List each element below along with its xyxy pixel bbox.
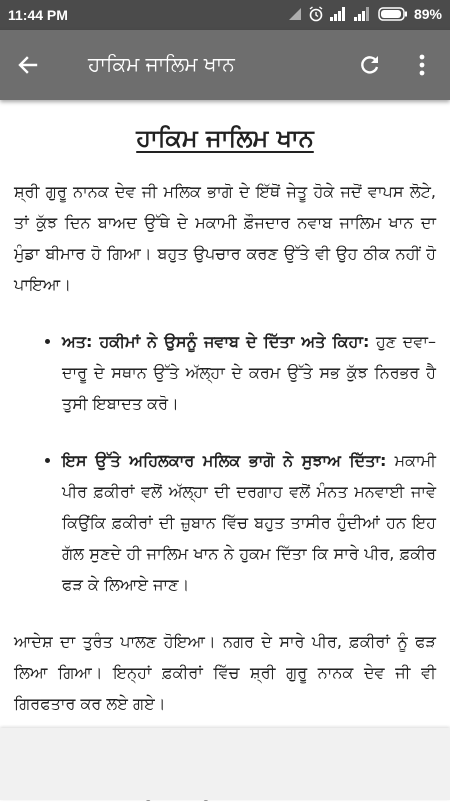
list-item-bold: ਇਸ ਉੱਤੇ ਅਹਿਲਕਾਰ ਮਲਿਕ ਭਾਗੋ ਨੇ ਸੁਝਾਅ ਦਿੱਤਾ:: [62, 451, 387, 470]
article-title: ਹਾਕਿਮ ਜਾਲਿਮ ਖਾਨ: [136, 124, 314, 152]
app-bar: [0, 30, 450, 100]
status-time: 11:44 PM: [8, 7, 68, 23]
list-item: [62, 445, 436, 600]
paragraph-1: ਸ਼੍ਰੀ ਗੁਰੂ ਨਾਨਕ ਦੇਵ ਜੀ ਮਲਿਕ ਭਾਗੋ ਦੇ ਇੱਥੋਂ ਜੇਤੂ ਹੋਕੇ ਜਦੋਂ ਵਾਪਸ ਲੋਟੇ, ਤਾਂ ਕੁੱਝ ਦਿਨ ਬਾਅਦ ਉੱਥੇ ਦੇ ਮਕਾਮੀ ਫ਼ੌਜਦਾਰ ਨਵਾਬ ਜਾਲਿਮ ਖਾਨ ਦਾ ਮੁੰਡਾ ਬੀਮਾਰ ਹੋ ਗਿਆ। ਬਹੁਤ ਉਪਚਾਰ ਕਰਣ ਉੱਤੇ ਵੀ ਉਹ ਠੀਕ ਨਹੀਂ ਹੋ ਪਾਇਆ।: [14, 182, 436, 294]
battery-icon: [378, 7, 408, 21]
battery-percent: 89%: [413, 6, 442, 22]
list-item-bold: ਅਤ: ਹਕੀਮਾਂ ਨੇ ਉਸਨੂੰ ਜਵਾਬ ਦੇ ਦਿੱਤਾ ਅਤੇ ਕਿਹਾ:: [62, 332, 370, 351]
list-item-text: ਹੁਣ ਦਵਾ–ਦਾਰੂ ਦੇ ਸਥਾਨ ਉੱਤੇ ਅੱਲ੍ਹਾ ਦੇ ਕਰਮ ਉੱਤੇ ਸਭ ਕੁੱਝ ਨਿਰਭਰ ਹੈ ਤੁਸੀ ਇਬਾਦਤ ਕਰੋ।: [62, 332, 436, 413]
app-bar-title: ਹਾਕਿਮ ਜਾਲਿਮ ਖਾਨ: [88, 52, 235, 76]
list-item: [62, 326, 436, 419]
list-item-text: ਮਕਾਮੀ ਪੀਰ ਫ਼ਕੀਰਾਂ ਵਲੋਂ ਅੱਲ੍ਹਾ ਦੀ ਦਰਗਾਹ ਵਲੋਂ ਮੰਨਤ ਮਨਵਾਈ ਜਾਵੇ ਕਿਉਂਕਿ ਫ਼ਕੀਰਾਂ ਦੀ ਜ਼ੁਬਾਨ ਵਿੱਚ ਬਹੁਤ ਤਾਸੀਰ ਹੁੰਦੀਆਂ ਹਨ ਇਹ ਗੱਲ ਸੁਣਦੇ ਹੀ ਜਾਲਿਮ ਖਾਨ ਨੇ ਹੁਕਮ ਦਿੱਤਾ ਕਿ ਸਾਰੇ ਪੀਰ, ਫ਼ਕੀਰ ਫੜ ਕੇ ਲਿਆਏ ਜਾਣ।: [62, 451, 436, 594]
more-vert-icon[interactable]: [408, 51, 436, 79]
signal-bars-icon: [330, 7, 348, 21]
status-icons: [288, 6, 442, 22]
bullet-list-1: [0, 326, 450, 600]
back-arrow-icon[interactable]: [14, 51, 42, 79]
alarm-icon: [308, 6, 324, 22]
refresh-icon[interactable]: [356, 51, 384, 79]
signal-icon: [288, 7, 302, 21]
signal-bars-2-icon: [354, 7, 372, 21]
bottom-panel: [0, 728, 450, 800]
paragraph-2: ਆਦੇਸ਼ ਦਾ ਤੁਰੰਤ ਪਾਲਣ ਹੋਇਆ। ਨਗਰ ਦੇ ਸਾਰੇ ਪੀਰ, ਫ਼ਕੀਰਾਂ ਨੂੰ ਫੜ ਲਿਆ ਗਿਆ। ਇਨ੍ਹਾਂ ਫ਼ਕੀਰਾਂ ਵਿੱਚ ਸ਼੍ਰੀ ਗੁਰੂ ਨਾਨਕ ਦੇਵ ਜੀ ਵੀ ਗਿਰਫਤਾਰ ਕਰ ਲਏ ਗਏ।: [14, 632, 436, 713]
article-content[interactable]: [0, 100, 450, 728]
status-bar: [0, 0, 450, 30]
